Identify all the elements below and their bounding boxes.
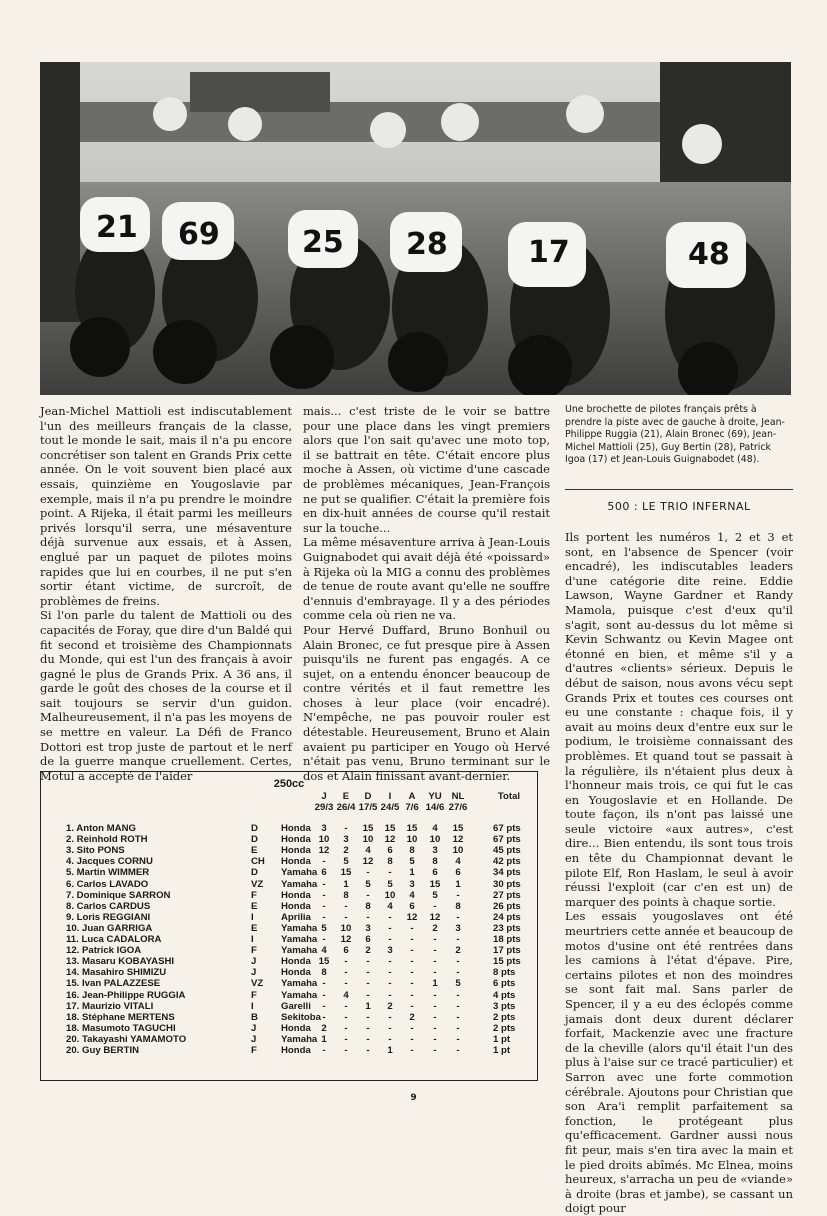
bike-number-28: 28 [406,227,448,262]
rider-name: 20. Takayashi YAMAMOTO [66,1033,187,1045]
race-points: - [456,989,460,1001]
rider-nationality: F [251,945,257,957]
rider-name: 2. Reinhold ROTH [66,834,148,846]
total-points: 67 pts [493,834,521,846]
section-title: 500 : LE TRIO INFERNAL [607,500,751,513]
race-points: - [433,989,437,1001]
rider-nationality: E [251,922,258,934]
standings-table-250cc [40,771,538,1081]
table-row [41,902,537,913]
race-points: 2 [455,945,461,957]
race-points: 1 [409,867,415,879]
race-letter: E [342,791,350,802]
rider-make: Honda [281,1045,311,1056]
race-points: - [410,1033,414,1045]
race-points: - [410,1045,414,1056]
race-points: - [410,945,414,957]
race-points: - [366,956,370,968]
total-points: 8 pts [493,967,516,979]
article-column-1 [40,404,292,783]
race-date: 29/3 [314,802,334,813]
race-points: - [322,1045,326,1056]
rider-nationality: VZ [251,978,264,990]
race-points: 8 [409,845,415,857]
rider-name: 8. Carlos CARDUS [66,900,151,912]
rider-name: 4. Jacques CORNU [66,856,153,868]
rider-name: 15. Ivan PALAZZESE [66,978,161,990]
race-points: 15 [406,823,418,834]
bike-number-48: 48 [688,237,730,272]
paragraph: mais... c'est triste de le voir se battre pour une place dans les vingt premiers alors que l'on sait qu'avec une moto top, il se battrait en tête. C'était encore plus moche à Assen, où victime d'une cascade de problèmes mécaniques, Jean-François ne put se qualifier. C'était la première fois en dix-huit années de course qu'il restait sur la touche... [303,404,550,535]
total-points: 67 pts [493,823,521,834]
race-points: 15 [452,823,464,834]
rider-nationality: F [251,1045,257,1056]
race-points: - [456,1033,460,1045]
rider-nationality: J [251,967,257,979]
total-points: 30 pts [493,878,521,890]
rider-make: Honda [281,889,311,901]
total-points: 1 pt [493,1033,511,1045]
photo-caption: Une brochette de pilotes français prêts à prendre la piste avec de gauche à droite, Jean-Philippe Ruggia (21), Alain Bronec (69), Jean-Michel Mattioli (25), Guy Bertin (28), Patrick Igoa (17) et Jean-Louis Guignabodet (48). [565,404,785,466]
race-points: 3 [387,945,393,957]
total-points: 45 pts [493,845,521,857]
race-points: - [344,1033,348,1045]
race-points: - [388,922,392,934]
table-header-total: Total [497,791,521,802]
bike-number-17: 17 [528,235,570,270]
race-date: 27/6 [448,802,468,813]
race-points: 10 [406,834,418,846]
race-points: - [344,1011,348,1023]
race-points: - [344,1000,348,1012]
rider-nationality: D [251,867,258,879]
race-date: 17/5 [358,802,378,813]
race-points: - [322,934,326,945]
race-points: 15 [384,823,396,834]
race-points: - [388,934,392,945]
race-points: 2 [343,845,349,857]
race-date: 7/6 [405,802,419,813]
race-points: 10 [340,922,352,934]
rider-nationality: VZ [251,878,264,890]
rider-make: Honda [281,823,311,834]
race-points: - [322,911,326,923]
race-points: 4 [321,945,327,957]
race-points: 6 [409,900,415,912]
photo-illustration [40,62,791,395]
rider-name: 12. Patrick IGOA [66,945,142,957]
race-points: - [410,967,414,979]
race-points: - [456,1022,460,1034]
race-points: - [456,911,460,923]
race-points: 6 [387,845,393,857]
race-points: - [433,1022,437,1034]
rider-name: 18. Masumoto TAGUCHI [66,1022,176,1034]
race-points: - [322,856,326,868]
total-points: 26 pts [493,900,521,912]
rider-make: Garelli [281,1000,311,1012]
race-points: - [344,1045,348,1056]
race-points: 6 [365,934,371,945]
race-points: 8 [455,900,461,912]
race-points: - [456,1011,460,1023]
race-letter: A [408,791,416,802]
rider-nationality: CH [251,856,265,868]
race-points: 5 [387,878,393,890]
table-row [41,979,537,990]
rider-name: 9. Loris REGGIANI [66,911,151,923]
race-letter: J [321,791,327,802]
race-points: 15 [318,956,330,968]
race-points: 2 [432,922,438,934]
race-points: 12 [318,845,330,857]
rider-make: Yamaha [281,878,318,890]
race-points: - [388,911,392,923]
article-column-3 [565,530,793,1216]
bike-number-25: 25 [302,225,344,260]
table-row [41,880,537,891]
race-points: 10 [384,889,396,901]
table-row [41,868,537,879]
rider-name: 6. Carlos LAVADO [66,878,149,890]
race-points: 5 [365,878,371,890]
table-row [41,1002,537,1013]
rider-nationality: E [251,845,258,857]
rider-make: Aprilia [281,911,311,923]
total-points: 17 pts [493,945,521,957]
race-points: - [344,911,348,923]
race-points: - [456,934,460,945]
rider-name: 5. Martin WIMMER [66,867,150,879]
paragraph: La même mésaventure arriva à Jean-Louis Guignabodet qui avait déjà été «poissard» à Rijeka où la MIG a connu des problèmes de tenue de route avant qu'elle ne souffre d'ennuis d'embrayage. Il y a des périodes comme cela où rien ne va. [303,535,550,623]
race-points: 6 [432,867,438,879]
race-points: 1 [432,978,438,990]
rider-make: Honda [281,900,311,912]
race-date: 26/4 [336,802,356,813]
race-points: - [433,945,437,957]
race-points: 12 [340,934,352,945]
race-points: 15 [362,823,374,834]
race-points: - [322,878,326,890]
race-points: 15 [340,867,352,879]
race-points: - [344,967,348,979]
race-points: - [410,1022,414,1034]
rider-name: 1. Anton MANG [66,823,136,834]
race-points: 8 [321,967,327,979]
rider-make: Yamaha [281,867,318,879]
race-points: - [322,1000,326,1012]
race-points: - [410,989,414,1001]
race-points: 10 [452,845,464,857]
total-points: 18 pts [493,934,521,945]
race-points: - [388,1022,392,1034]
race-points: - [433,967,437,979]
rider-nationality: I [251,934,254,945]
rider-make: Honda [281,1022,311,1034]
race-points: 3 [455,922,461,934]
race-points: - [366,978,370,990]
table-row [41,1046,537,1057]
race-points: - [344,1022,348,1034]
table-header-race [444,791,472,813]
race-points: - [388,967,392,979]
race-points: 3 [365,922,371,934]
rider-name: 17. Maurizio VITALI [66,1000,154,1012]
race-points: - [456,956,460,968]
rider-make: Honda [281,967,311,979]
rider-make: Sekitoba [281,1011,321,1023]
rider-name: 3. Sito PONS [66,845,125,857]
race-letter: D [364,791,372,802]
race-points: - [366,1011,370,1023]
race-points: - [366,1022,370,1034]
rider-make: Honda [281,834,311,846]
race-points: 3 [343,834,349,846]
race-points: 1 [343,878,349,890]
total-points: 15 pts [493,956,521,968]
race-points: - [366,989,370,1001]
race-points: 4 [365,845,371,857]
race-points: - [456,1045,460,1056]
race-points: 8 [387,856,393,868]
race-points: - [410,1000,414,1012]
race-points: 1 [387,1045,393,1056]
race-letter: YU [428,791,442,802]
race-points: 5 [432,889,438,901]
total-points: 6 pts [493,978,516,990]
rider-make: Yamaha [281,989,318,1001]
race-points: 2 [409,1011,415,1023]
rider-make: Yamaha [281,922,318,934]
paragraph: Si l'on parle du talent de Mattioli ou des capacités de Foray, que dire d'un Baldé qui fit second et troisième des Championnats du Monde, qui est l'un des français à avoir gagné le plus de Grands Prix. A 36 ans, il garde le goût des choses de la course et il sait toujours se servir d'un guidon. Malheureusement, il n'a pas les moyens de se mettre en valeur. La Défi de Franco Dottori est trop juste de partout et le nerf de la guerre manque cruellement. Certes, Motul a accepté de l'aider [40,608,292,783]
rider-name: 14. Masahiro SHIMIZU [66,967,167,979]
rider-nationality: D [251,834,258,846]
rider-nationality: F [251,889,257,901]
race-points: - [456,889,460,901]
race-points: 4 [455,856,461,868]
rider-nationality: B [251,1011,258,1023]
total-points: 2 pts [493,1022,516,1034]
race-points: 12 [384,834,396,846]
race-points: - [433,1000,437,1012]
race-points: - [388,867,392,879]
race-points: 3 [321,823,327,834]
race-points: - [456,967,460,979]
race-points: 12 [362,856,374,868]
race-points: - [433,1045,437,1056]
race-points: - [366,911,370,923]
rider-make: Yamaha [281,1033,318,1045]
race-points: - [322,989,326,1001]
race-points: - [322,900,326,912]
total-points: 3 pts [493,1000,516,1012]
race-points: 12 [406,911,418,923]
rider-name: 11. Luca CADALORA [66,934,162,945]
race-points: 2 [321,1022,327,1034]
race-points: - [344,978,348,990]
race-points: 12 [452,834,464,846]
race-points: - [410,934,414,945]
race-points: 3 [432,845,438,857]
race-points: - [433,956,437,968]
total-points: 1 pt [493,1045,511,1056]
rider-nationality: F [251,989,257,1001]
table-row [41,891,537,902]
rider-name: 7. Dominique SARRON [66,889,171,901]
total-points: 42 pts [493,856,521,868]
race-points: 15 [429,878,441,890]
race-points: 6 [343,945,349,957]
race-points: 8 [343,889,349,901]
race-points: - [322,1011,326,1023]
race-points: - [456,1000,460,1012]
race-points: - [322,978,326,990]
race-points: - [366,1045,370,1056]
race-points: - [433,1011,437,1023]
rider-name: 18. Stéphane MERTENS [66,1011,175,1023]
race-points: 4 [409,889,415,901]
rider-nationality: D [251,823,258,834]
race-points: - [388,1033,392,1045]
table-title: 250cc [273,778,305,790]
rider-nationality: I [251,911,254,923]
rider-name: 13. Masaru KOBAYASHI [66,956,175,968]
race-points: - [433,934,437,945]
race-points: - [366,967,370,979]
race-points: 4 [432,823,438,834]
race-points: 8 [432,856,438,868]
race-points: - [410,922,414,934]
table-row [41,1013,537,1024]
race-points: - [344,900,348,912]
rider-nationality: J [251,956,257,968]
bike-number-21: 21 [96,210,138,245]
total-points: 4 pts [493,989,516,1001]
race-points: - [344,823,348,834]
race-points: 10 [318,834,330,846]
rider-name: 20. Guy BERTIN [66,1045,140,1056]
race-points: 2 [387,1000,393,1012]
race-points: - [366,1033,370,1045]
race-points: - [366,889,370,901]
bike-number-69: 69 [178,217,220,252]
total-points: 34 pts [493,867,521,879]
race-points: 5 [409,856,415,868]
race-points: 10 [362,834,374,846]
paragraph: Jean-Michel Mattioli est indiscutablement l'un des meilleurs français de la classe, tout le monde le sait, mais il n'a pu encore concrétiser son talent en Grands Prix cette année. On le voit souvent bien placé aux essais, quinzième en Yougoslavie par exemple, mais il n'a pu prendre le moindre point. A Rijeka, il était parmi les meilleurs privés lorsqu'il serra, une mésaventure déjà survenue aux essais, et à Assen, englué par un paquet de pilotes moins rapides que lui en courbes, il ne put s'en sortir étant victime, de surcroît, de problèmes de freins. [40,404,292,608]
race-points: - [388,978,392,990]
race-date: 24/5 [380,802,400,813]
paragraph: Ils portent les numéros 1, 2 et 3 et sont, en l'absence de Spencer (voir encadré), les indiscutables leaders d'une catégorie dite reine. Eddie Lawson, Wayne Gardner et Randy Mamola, puisque c'est d'eux qu'il s'agit, sont au-dessus du lot même si Kevin Schwantz ou Kevin Magee ont étonné en bien, et même s'il y a d'autres «clients» sérieux. Depuis le début de saison, nous avons vécu sept Grands Prix et toutes ces courses ont eu une constante : chaque fois, il y avait au moins deux d'entre eux sur le podium, le troisième connaissant des problèmes. Et quand tout se passait à la régulière, ils n'étaient plus deux à l'honneur mais trois, ce qui fut le cas en Yougoslavie et en Hollande. De toute façon, ils n'ont pas laissé une seule victoire «aux autres», c'est dire... Bien entendu, ils sont tous trois en tête du Championnat devant le pilote Elf, Ron Haslam, le seul à avoir réussi l'exploit (car c'en est un) de marquer des points à chaque sortie. [565,530,793,909]
race-points: 6 [455,867,461,879]
race-points: - [433,1033,437,1045]
race-date: 14/6 [425,802,445,813]
race-points: 5 [343,856,349,868]
race-points: - [322,889,326,901]
race-points: - [410,978,414,990]
race-points: - [388,989,392,1001]
rider-make: Honda [281,845,311,857]
rider-make: Yamaha [281,978,318,990]
total-points: 27 pts [493,889,521,901]
rider-nationality: J [251,1033,257,1045]
race-points: - [344,956,348,968]
total-points: 24 pts [493,911,521,923]
paragraph: Les essais yougoslaves ont été meurtriers cette année et beaucoup de motos d'usine ont été rentrées dans les camions à l'état d'épave. Pire, certains pilotes et non des moindres se sont fait mal. Sans parler de Spencer, il y a eu des éclopés comme jamais dont deux durent déclarer forfait, Mackenzie avec une fracture de la cheville (alors qu'il était l'un des plus à l'aise sur ce tracé particulier) et Sarron avec une forte commotion cérébrale. Ajoutons pour Christian que son Ara'i remplit parfaitement sa fonction, le protégeant plus qu'efficacement. Gardner aussi nous fit peur, mais s'en tira avec la main et le pied droits abîmés. Mc Elnea, moins heureux, s'arracha un peu de «viande» à droite (bras et jambe), se cassant un doigt pour [565,909,793,1216]
rider-name: 10. Juan GARRIGA [66,922,153,934]
rider-nationality: I [251,1000,254,1012]
race-points: 1 [455,878,461,890]
race-points: 4 [343,989,349,1001]
rider-make: Yamaha [281,945,318,957]
race-points: 5 [455,978,461,990]
race-points: 12 [429,911,441,923]
race-points: - [433,900,437,912]
paragraph: Pour Hervé Duffard, Bruno Bonhuil ou Alain Bronec, ce fut presque pire à Assen puisqu'ils ne furent pas engagés. A ce sujet, on a entendu énoncer beaucoup de contre vérités et il faut remettre les choses à leur place (voir encadré). N'empêche, ne pas pouvoir rouler est détestable. Heureusement, Bruno et Alain avaient pu participer en Yougo où Hervé n'était pas venu, Bruno terminant sur le dos et Alain finissant avant-dernier. [303,622,550,783]
race-points: - [410,956,414,968]
race-points: 3 [409,878,415,890]
race-points: - [388,1011,392,1023]
race-points: 8 [365,900,371,912]
race-points: 10 [429,834,441,846]
total-points: 2 pts [493,1011,516,1023]
table-row [41,991,537,1002]
page-number: 9 [410,1093,417,1103]
rider-make: Honda [281,956,311,968]
section-divider [565,489,793,490]
rider-name: 16. Jean-Philippe RUGGIA [66,989,186,1001]
race-points: 1 [365,1000,371,1012]
total-points: 23 pts [493,922,521,934]
rider-nationality: E [251,900,258,912]
rider-nationality: J [251,1022,257,1034]
race-letter: I [388,791,392,802]
race-points: 1 [321,1033,327,1045]
race-letter: NL [451,791,465,802]
race-points: 2 [365,945,371,957]
article-column-2 [303,404,550,783]
rider-make: Honda [281,856,311,868]
race-points: 5 [321,922,327,934]
race-points: - [388,956,392,968]
race-points: 4 [387,900,393,912]
race-points: 6 [321,867,327,879]
rider-make: Yamaha [281,934,318,945]
race-points: - [366,867,370,879]
race-start-photo [40,62,791,395]
